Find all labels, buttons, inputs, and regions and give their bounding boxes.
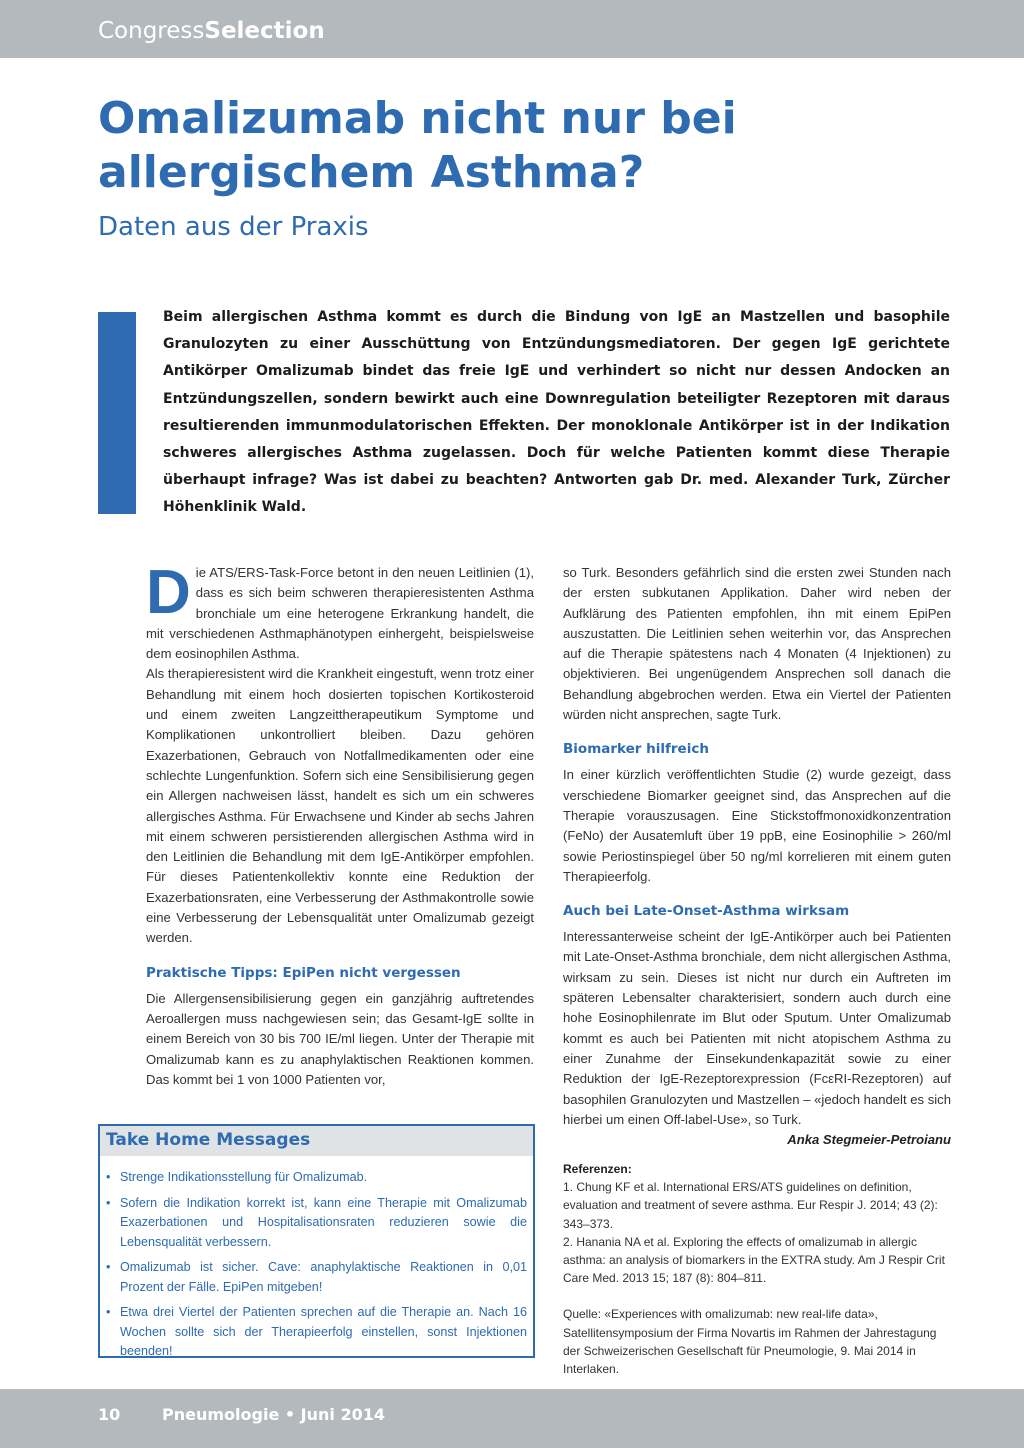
take-home-list bbox=[100, 1156, 533, 1362]
subheading-biomarker: Biomarker hilfreich bbox=[563, 741, 709, 758]
drop-cap: D bbox=[146, 558, 191, 627]
lead-accent-bar bbox=[98, 312, 136, 514]
reference-item: 1. Chung KF et al. International ERS/ATS guidelines on definition, evaluation and treatment of severe asthma. Eur Respir J. 2014; 43 (2): 343–373. bbox=[563, 1180, 938, 1231]
lead-paragraph: Beim allergischen Asthma kommt es durch die Bindung von IgE an Mastzellen und basophile Granulozyten zu einer Ausschüttung von Entzündungsmediatoren. Der gegen IgE gerichtete Antikörper Omalizumab bindet das freie IgE und verhindert so nicht nur dessen Andocken an Entzündungszellen, sondern bewirkt auch eine Downregulation beteiligter Rezeptoren mit daraus resultierenden immunmodulatorischen Effekten. Der monoklonale Antikörper ist in der Indikation schweres allergisches Asthma zugelassen. Doch für welche Patienten kommt diese Therapie überhaupt infrage? Was ist dabei zu beachten? Antworten gab Dr. med. Alexander Turk, Zürcher Höhenklinik Wald. bbox=[163, 309, 950, 516]
paragraph-late-onset: Interessanterweise scheint der IgE-Antikörper auch bei Patienten mit Late-Onset-Asthma bronchiale, dem nicht allergischen Asthma, wirksam zu sein. Dieses ist nicht nur durch ein Auftreten im späteren Lebensalter charakterisiert, sondern auch durch eine hohe Eosinophilenrate im Blut oder Sputum. Unter Omalizumab kommt es auch bei Patienten mit nicht atopischem Asthma zu einer Zunahme der Einsekundenkapazität sowie zu einer Reduktion der IgE-Rezeptorexpression (FcεRI-Rezeptoren) auf basophilen Granulozyten und Mastzellen – «jedoch handelt es sich hierbei um einen Off-label-Use», so Turk. bbox=[563, 929, 951, 1127]
journal-issue: Pneumologie • Juni 2014 bbox=[162, 1405, 385, 1424]
header-bar bbox=[0, 0, 1024, 58]
take-home-title: Take Home Messages bbox=[100, 1126, 533, 1156]
paragraph-sensitization: Die Allergensensibilisierung gegen ein ganzjährig auftretendes Aeroallergen muss nachgewiesen sein; das Gesamt-IgE sollte in einem Bereich von 30 bis 700 IE/ml liegen. Unter der Therapie mit Omalizumab kann es zu anaphylaktischen Reaktionen kommen. Das kommt bei 1 von 1000 Patienten vor, bbox=[146, 990, 534, 1087]
brand-bold: Selection bbox=[204, 18, 325, 44]
source-note: Quelle: «Experiences with omalizumab: new real-life data», Satellitensymposium der Firma Novartis im Rahmen der Jahrestagung der Schweizerischen Gesellschaft für Pneumologie, 9. Mai 2014 in Interlaken. bbox=[563, 1307, 937, 1377]
brand-light: Congress bbox=[98, 18, 205, 44]
article-title: Omalizumab nicht nur bei allergischem Asthma? bbox=[98, 93, 737, 198]
column-right bbox=[563, 563, 951, 1150]
references bbox=[563, 1160, 951, 1378]
author-name: Anka Stegmeier-Petroianu bbox=[787, 1132, 951, 1148]
paragraph-therapy-resistant: Als therapieresistent wird die Krankheit eingestuft, wenn trotz einer Behandlung mit einem hoch dosierten topischen Kortikosteroid und einem zweiten Langzeittherapeutikum Symptome und Komplikationen unkontrolliert bleiben. Dazu gehören Exazerbationen, Gebrauch von Notfallmedikamenten oder eine schlechte Lungenfunktion. Sofern sich eine Sensibilisierung gegen ein Allergen nachweisen lässt, handelt es sich um ein schweres allergisches Asthma. Für Erwachsene und Kinder ab sechs Jahren mit einem schweren persistierenden allergischen Asthma wird in den Leitlinien die Behandlung mit dem IgE-Antikörper empfohlen. Für dieses Patientenkollektiv konnte eine Reduktion der Exazerbationsraten, eine Verbesserung der Asthmakontrolle sowie eine Verbesserung der Lebensqualität unter Omalizumab gezeigt werden. bbox=[146, 666, 534, 946]
subheading-practical-tips: Praktische Tipps: EpiPen nicht vergessen bbox=[146, 964, 461, 981]
article-subtitle: Daten aus der Praxis bbox=[98, 212, 369, 242]
column-left bbox=[146, 558, 534, 1090]
list-item: • Omalizumab ist sicher. Cave: anaphylaktische Reaktionen in 0,01 Prozent der Fälle. EpiPen mitgeben! bbox=[106, 1258, 527, 1297]
paragraph-intro bbox=[146, 558, 534, 664]
list-item: • Sofern die Indikation korrekt ist, kann eine Therapie mit Omalizumab Exazerbationen und Hospitalisationsraten reduzieren sowie die Lebensqualität verbessern. bbox=[106, 1194, 527, 1253]
page-number: 10 bbox=[98, 1405, 121, 1424]
paragraph-biomarker: In einer kürzlich veröffentlichten Studie (2) wurde gezeigt, dass verschiedene Biomarker geeignet sind, das Ansprechen auf die Therapie vorauszusagen. Eine Stickstoffmonoxidkonzentration (FeNo) der Ausatemluft über 19 ppB, eine Eosinophilie > 260/ml sowie Periostinspiegel über 50 ng/ml korrelieren mit einem guten Therapieerfolg. bbox=[563, 767, 951, 884]
take-home-box bbox=[98, 1124, 535, 1358]
list-item: • Strenge Indikationsstellung für Omalizumab. bbox=[106, 1168, 527, 1188]
paragraph-epipen: so Turk. Besonders gefährlich sind die ersten zwei Stunden nach der ersten subkutanen Applikation. Daher wird neben der Aufklärung des Patienten empfohlen, ihn mit einem EpiPen auszustatten. Die Leitlinien sehen weiterhin vor, das Ansprechen auf die Therapie spätestens nach 4 Monaten (4 Injektionen) zu objektivieren. Bei ungenügendem Ansprechen soll danach die Behandlung abgebrochen werden. Etwa ein Viertel der Patienten würden nicht ansprechen, sagte Turk. bbox=[563, 565, 951, 723]
subheading-late-onset: Auch bei Late-Onset-Asthma wirksam bbox=[563, 903, 850, 920]
list-item: • Etwa drei Viertel der Patienten sprechen auf die Therapie an. Nach 16 Wochen sollte sich der Therapieerfolg einstellen, sonst Injektionen beenden! bbox=[106, 1303, 527, 1362]
reference-item: 2. Hanania NA et al. Exploring the effects of omalizumab in allergic asthma: an analysis of biomarkers in the EXTRA study. Am J Respir Crit Care Med. 2013 15; 187 (8): 804–811. bbox=[563, 1234, 945, 1286]
paragraph-intro-text: ie ATS/ERS-Task-Force betont in den neuen Leitlinien (1), dass es sich beim schweren therapieresistenten Asthma bronchiale um eine heterogene Erkrankung handelt, die mit verschiedenen Asthmaphänotypen einhergeht, beispielsweise dem eosinophilen Asthma. bbox=[146, 565, 534, 662]
references-heading: Referenzen: bbox=[563, 1162, 632, 1176]
brand-logo bbox=[98, 18, 325, 44]
footer-bar bbox=[0, 1389, 1024, 1448]
take-home-body bbox=[100, 1156, 533, 1356]
